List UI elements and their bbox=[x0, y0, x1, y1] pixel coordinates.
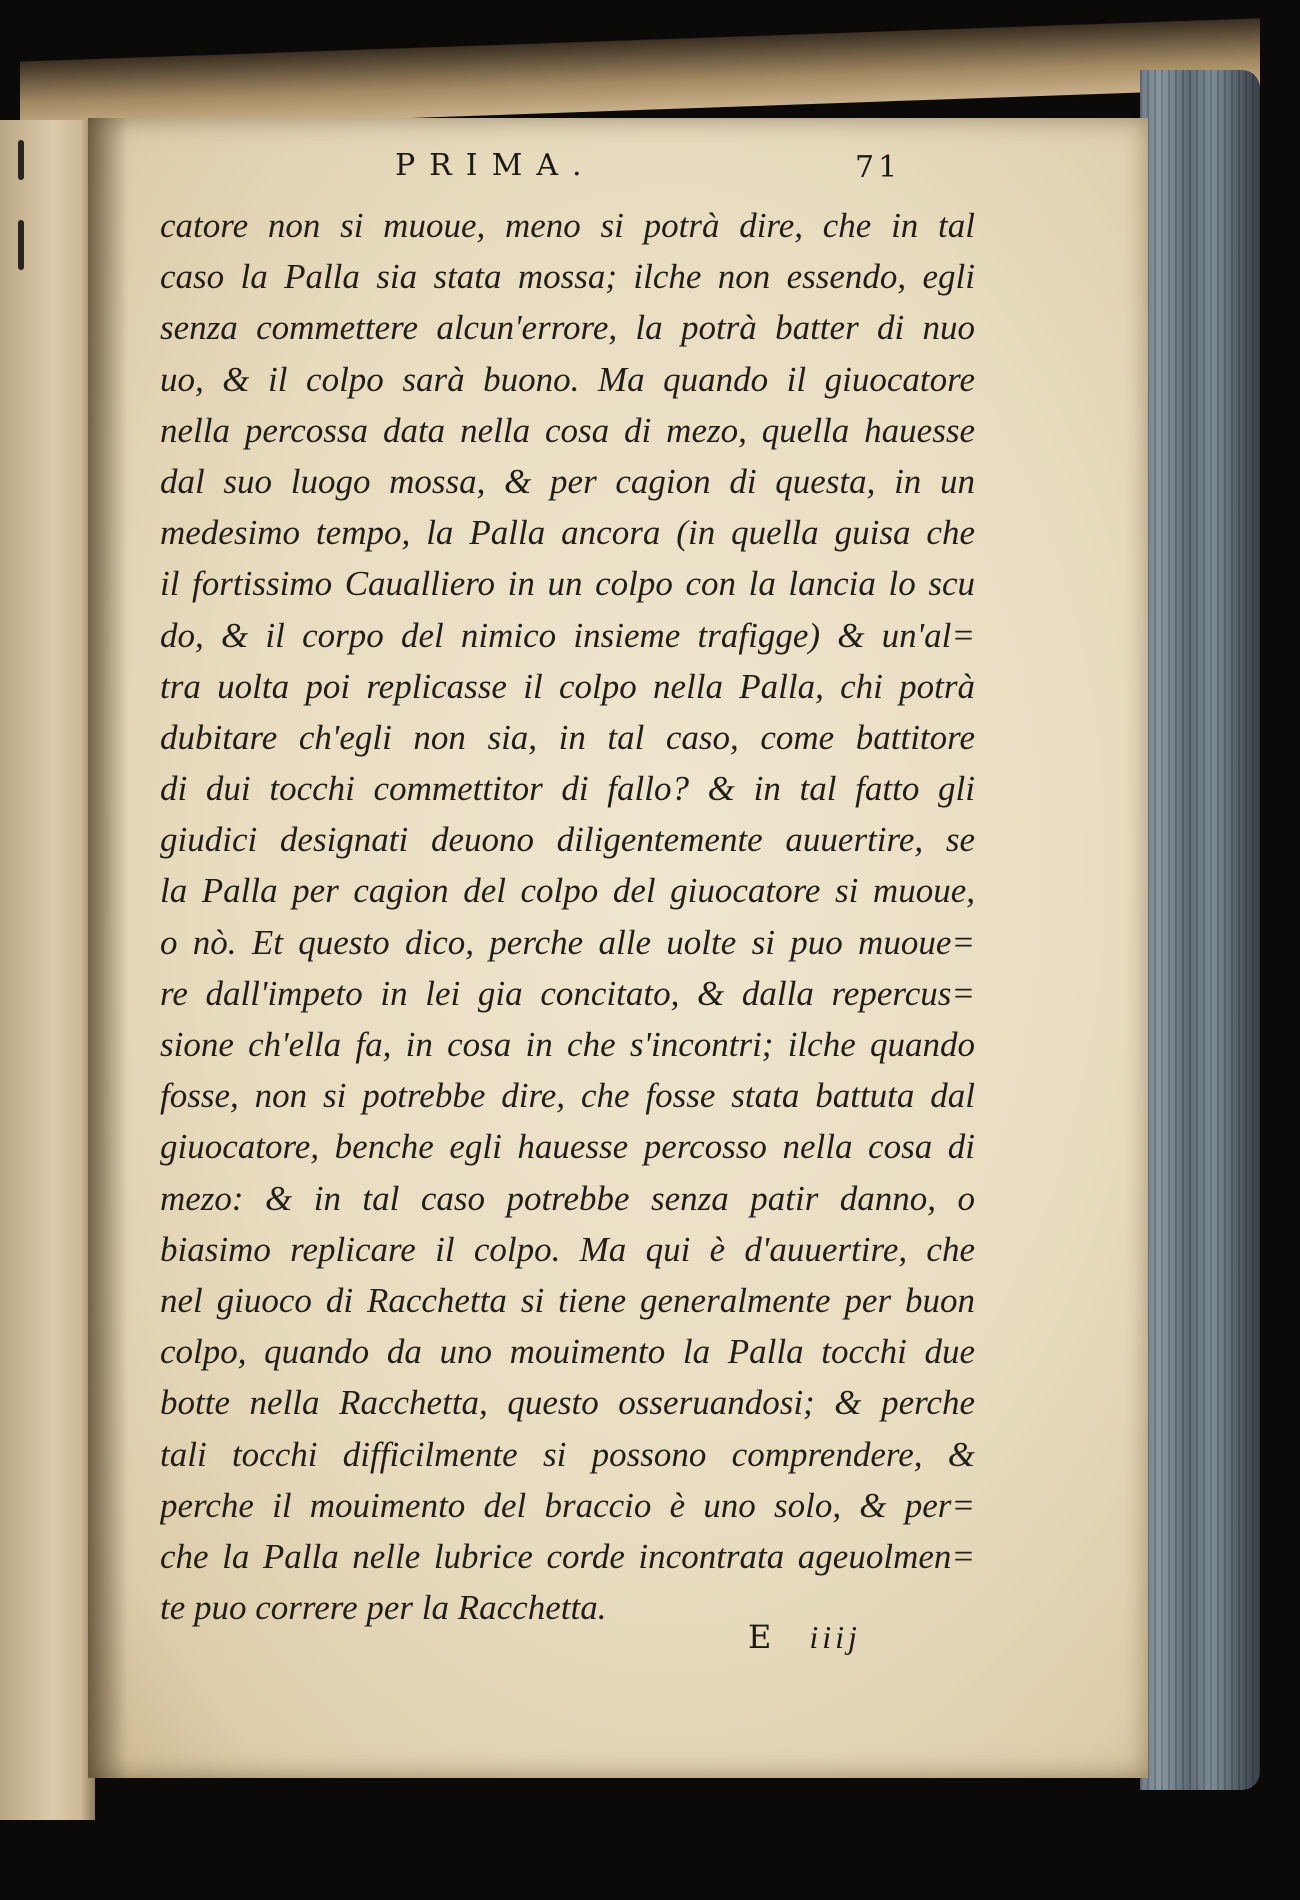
left-page-ink-mark bbox=[18, 220, 24, 270]
text-line: nella percossa data nella cosa di mezo, quella hauesse bbox=[160, 410, 975, 450]
text-line: dubitare ch'egli non sia, in tal caso, come battitore bbox=[160, 717, 975, 757]
text-line: la Palla per cagion del colpo del giuocatore si muoue, bbox=[160, 871, 975, 911]
text-line: mezo: & in tal caso potrebbe senza patir danno, o bbox=[160, 1178, 975, 1218]
book-cover-edge bbox=[20, 18, 1260, 131]
left-page-ink-mark bbox=[18, 140, 24, 180]
text-line: tali tocchi difficilmente si possono comprendere, & bbox=[160, 1434, 975, 1474]
signature-number: iiij bbox=[809, 1619, 861, 1655]
text-line: perche il mouimento del braccio è uno solo, & per= bbox=[160, 1485, 975, 1525]
text-line: il fortissimo Caualliero in un colpo con la lancia lo scu bbox=[160, 564, 975, 604]
text-line: fosse, non si potrebbe dire, che fosse stata battuta dal bbox=[160, 1076, 975, 1116]
signature-letter: E bbox=[748, 1618, 776, 1656]
page-number: 71 bbox=[855, 150, 902, 185]
text-line: o nò. Et questo dico, perche alle uolte si puo muoue= bbox=[160, 922, 975, 962]
text-line: dal suo luogo mossa, & per cagion di questa, in un bbox=[160, 461, 975, 501]
text-line: sione ch'ella fa, in cosa in che s'incontri; ilche quando bbox=[160, 1025, 975, 1064]
text-line: colpo, quando da uno mouimento la Palla tocchi due bbox=[160, 1332, 975, 1372]
text-line: catore non si muoue, meno si potrà dire, che in tal bbox=[160, 206, 975, 245]
left-page-edge bbox=[0, 120, 95, 1820]
text-line: di dui tocchi commettitor di fallo? & in tal fatto gli bbox=[160, 769, 975, 809]
text-line: biasimo replicare il colpo. Ma qui è d'auuertire, che bbox=[160, 1229, 975, 1269]
text-line: caso la Palla sia stata mossa; ilche non essendo, egli bbox=[160, 257, 975, 297]
text-line: te puo correre per la Racchetta. bbox=[160, 1588, 607, 1628]
text-line: medesimo tempo, la Palla ancora (in quella guisa che bbox=[160, 513, 975, 553]
text-line: giudici designati deuono diligentemente auuertire, se bbox=[160, 820, 975, 860]
text-line: nel giuoco di Racchetta si tiene generalmente per buon bbox=[160, 1280, 975, 1320]
text-line: botte nella Racchetta, questo osseruandosi; & perche bbox=[160, 1383, 975, 1423]
book-fore-edge bbox=[1140, 70, 1260, 1790]
page-body-text bbox=[160, 200, 975, 1633]
signature-mark bbox=[748, 1618, 861, 1656]
text-line: uo, & il colpo sarà buono. Ma quando il giuocatore bbox=[160, 359, 975, 399]
text-line: senza commettere alcun'errore, la potrà batter di nuo bbox=[160, 308, 975, 348]
page-gutter-shadow bbox=[88, 118, 128, 1778]
text-line: tra uolta poi replicasse il colpo nella Palla, chi potrà bbox=[160, 666, 975, 706]
running-head: PRIMA. bbox=[395, 148, 596, 183]
text-line: re dall'impeto in lei gia concitato, & dalla repercus= bbox=[160, 973, 975, 1013]
text-line: do, & il corpo del nimico insieme trafigge) & un'al= bbox=[160, 615, 975, 655]
text-line: che la Palla nelle lubrice corde incontrata ageuolmen= bbox=[160, 1536, 975, 1576]
text-line: giuocatore, benche egli hauesse percosso nella cosa di bbox=[160, 1127, 975, 1167]
